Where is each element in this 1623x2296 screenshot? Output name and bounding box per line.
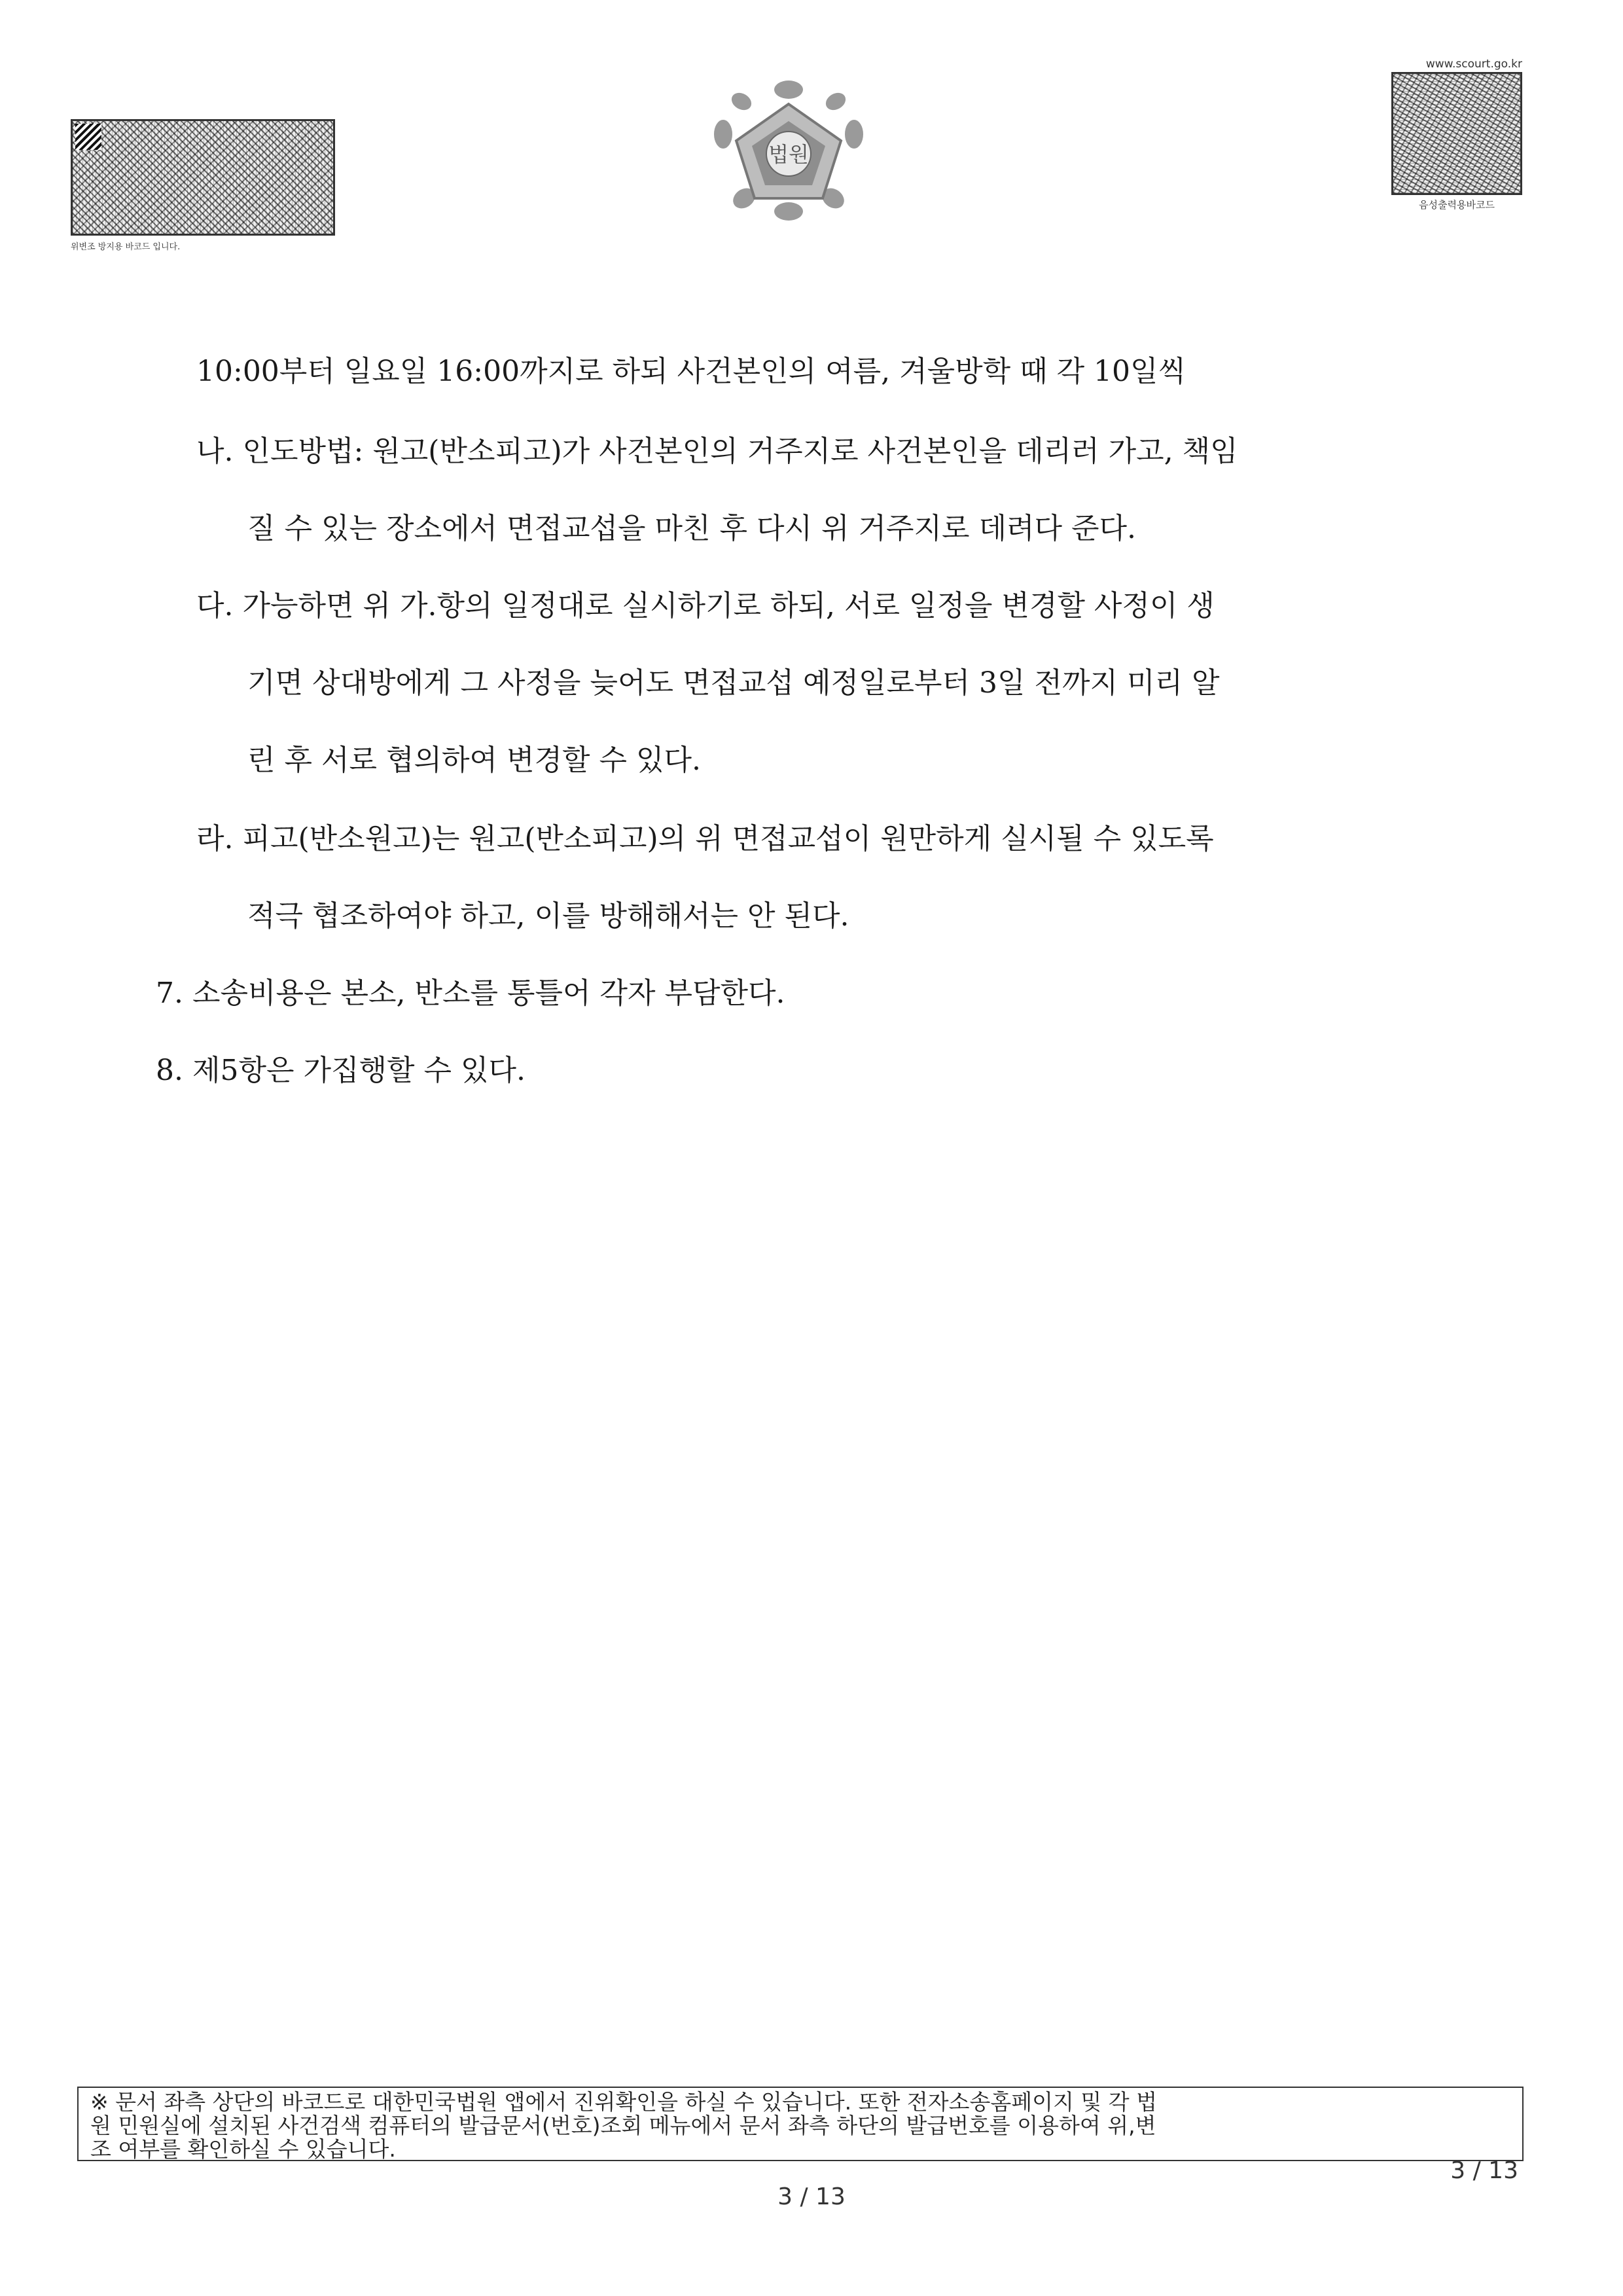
body-line: 10:00부터 일요일 16:00까지로 하되 사건본인의 여름, 겨울방학 때 각 10일씩: [196, 355, 1186, 388]
page-number-center: 3 / 13: [777, 2183, 846, 2210]
notice-line: 원 민원실에 설치된 사건검색 컴퓨터의 발급문서(번호)조회 메뉴에서 문서 좌측 하단의 발급번호를 이용하여 위,변: [90, 2113, 1156, 2138]
right-barcode-caption: 음성출력용바코드: [1419, 199, 1495, 211]
left-barcode-caption: 위변조 방지용 바코드 입니다.: [71, 242, 181, 252]
notice-line: 조 여부를 확인하실 수 있습니다.: [90, 2136, 396, 2162]
site-url: www.scourt.go.kr: [1425, 58, 1522, 71]
notice-line: ※ 문서 좌측 상단의 바코드로 대한민국법원 앱에서 진위확인을 하실 수 있습니다. 또한 전자소송홈페이지 및 각 법: [90, 2089, 1157, 2115]
body-line: 나. 인도방법: 원고(반소피고)가 사건본인의 거주지로 사건본인을 데리러 가고, 책임: [196, 435, 1238, 468]
emblem-text: 법원: [768, 142, 809, 167]
audio-output-barcode: [1391, 72, 1522, 195]
court-emblem-icon: [704, 75, 874, 226]
body-line: 8. 제5항은 가집행할 수 있다.: [156, 1054, 526, 1087]
body-line: 7. 소송비용은 본소, 반소를 통틀어 각자 부담한다.: [156, 977, 785, 1010]
verification-notice: [77, 2087, 1524, 2161]
page-number-right: 3 / 13: [1450, 2157, 1518, 2184]
body-line: 다. 가능하면 위 가.항의 일정대로 실시하기로 하되, 서로 일정을 변경할 사정이 생: [196, 589, 1215, 622]
body-line: 질 수 있는 장소에서 면접교섭을 마친 후 다시 위 거주지로 데려다 준다.: [247, 512, 1136, 545]
barcode-corner-mark: [75, 124, 101, 150]
forgery-prevention-barcode: [71, 119, 335, 236]
body-line: 기면 상대방에게 그 사정을 늦어도 면접교섭 예정일로부터 3일 전까지 미리 알: [247, 666, 1220, 700]
body-line: 린 후 서로 협의하여 변경할 수 있다.: [247, 744, 701, 777]
body-line: 라. 피고(반소원고)는 원고(반소피고)의 위 면접교섭이 원만하게 실시될 수 있도록: [196, 822, 1214, 855]
body-line: 적극 협조하여야 하고, 이를 방해해서는 안 된다.: [247, 899, 849, 933]
